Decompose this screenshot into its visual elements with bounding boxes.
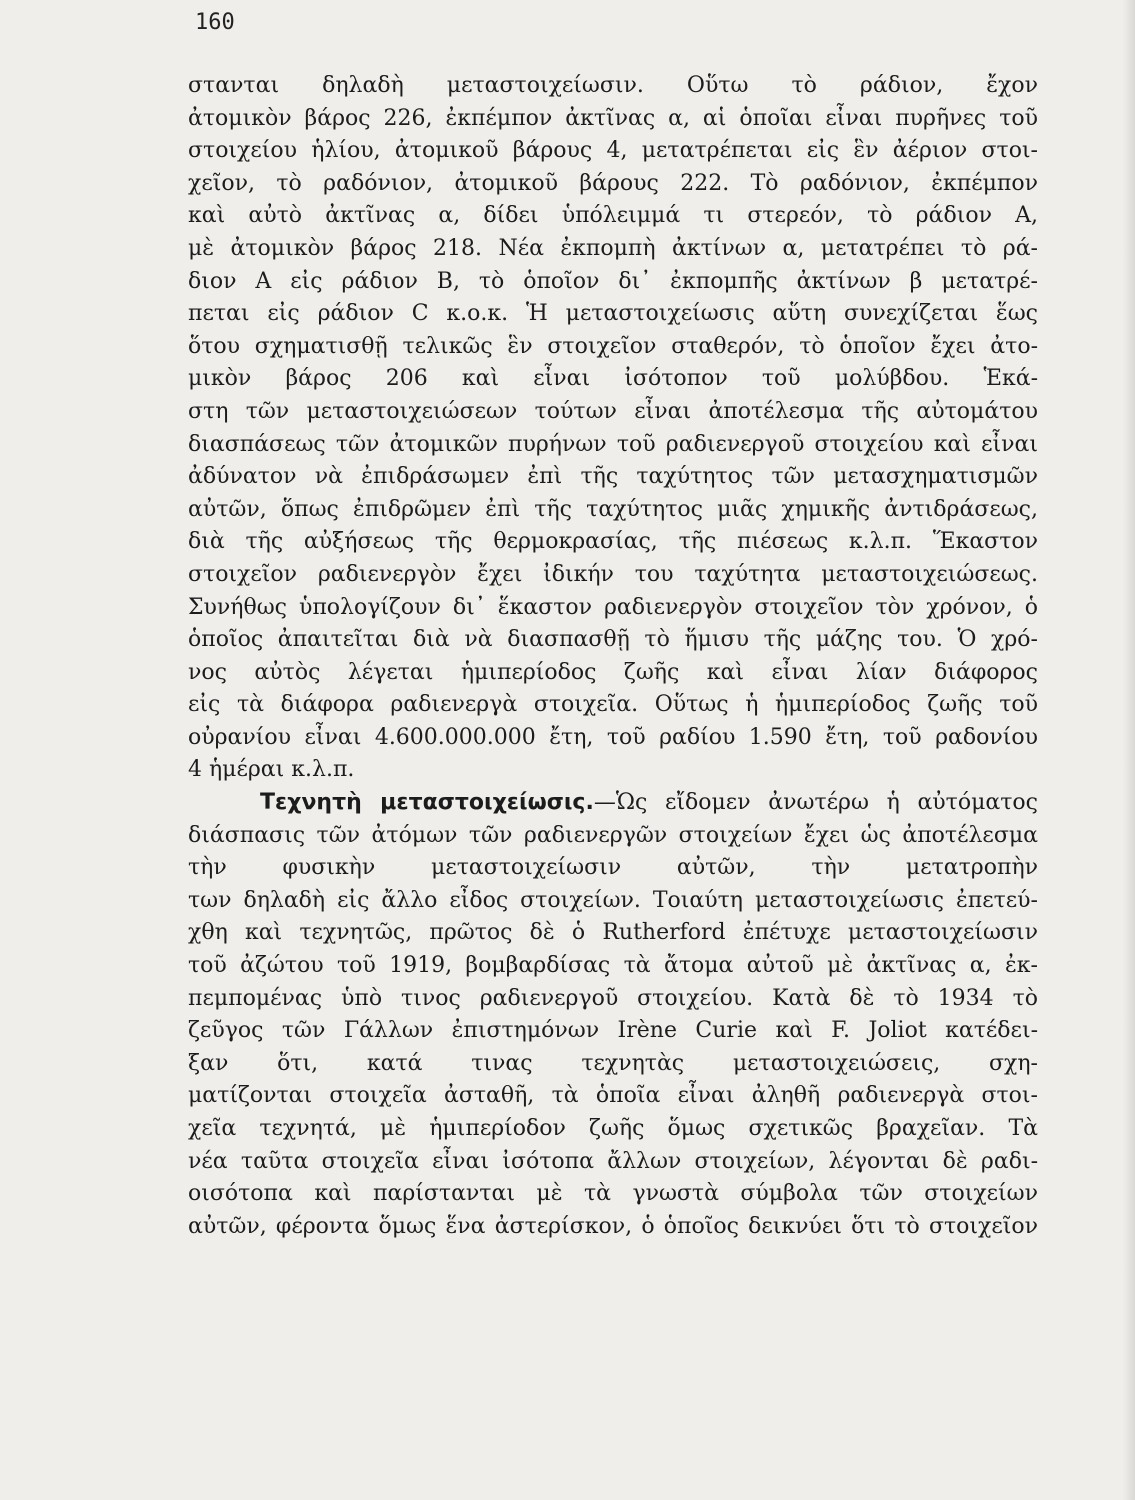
paragraph-line: αὐτῶν, ὅπως ἐπιδρῶμεν ἐπὶ τῆς ταχύτητος μιᾶς χημικῆς ἀντιδράσεως, (188, 496, 1038, 522)
section-line: νέα ταῦτα στοιχεῖα εἶναι ἰσότοπα ἄλλων στοιχείων, λέγονται δὲ ραδι- (188, 1148, 1038, 1174)
section-first-line (188, 787, 1038, 820)
paragraph-line: διὰ τῆς αὐξήσεως τῆς θερμοκρασίας, τῆς πιέσεως κ.λ.π. Ἕκαστον (188, 529, 1038, 555)
paragraph-line: εἰς τὰ διάφορα ραδιενεργὰ στοιχεῖα. Οὕτως ἡ ἡμιπερίοδος ζωῆς τοῦ (188, 692, 1038, 718)
section-line: ξαν ὅτι, κατά τινας τεχνητὰς μεταστοιχειώσεις, σχη- (188, 1050, 1038, 1076)
section-line: χθη καὶ τεχνητῶς, πρῶτος δὲ ὁ Rutherford ἐπέτυχε μεταστοιχείωσιν (188, 920, 1038, 946)
body-text (188, 70, 1038, 1243)
paragraph-line: διασπάσεως τῶν ἀτομικῶν πυρήνων τοῦ ραδιενεργοῦ στοιχείου καὶ εἶναι (188, 431, 1038, 457)
section-line: τὴν φυσικὴν μεταστοιχείωσιν αὐτῶν, τὴν μετατροπὴν (188, 855, 1038, 881)
section-line: οισότοπα καὶ παρίστανται μὲ τὰ γνωστὰ σύμβολα τῶν στοιχείων (188, 1181, 1038, 1207)
section-line: ματίζονται στοιχεῖα ἀσταθῆ, τὰ ὁποῖα εἶναι ἀληθῆ ραδιενεργὰ στοι- (188, 1083, 1038, 1109)
paragraph-line: ἀδύνατον νὰ ἐπιδράσωμεν ἐπὶ τῆς ταχύτητος τῶν μετασχηματισμῶν (188, 464, 1038, 490)
paragraph-line: μικὸν βάρος 206 καὶ εἶναι ἰσότοπον τοῦ μολύβδου. Ἑκά- (188, 366, 1038, 392)
paragraph-line: ἀτομικὸν βάρος 226, ἐκπέμπον ἀκτῖνας α, αἱ ὁποῖαι εἶναι πυρῆνες τοῦ (188, 105, 1038, 131)
paragraph-line: πεται εἰς ράδιον C κ.ο.κ. Ἡ μεταστοιχείωσις αὕτη συνεχίζεται ἕως (188, 301, 1038, 327)
paragraph-line: νος αὐτὸς λέγεται ἡμιπερίοδος ζωῆς καὶ εἶναι λίαν διάφορος (188, 659, 1038, 685)
paragraph-line: οὐρανίου εἶναι 4.600.000.000 ἔτη, τοῦ ραδίου 1.590 ἔτη, τοῦ ραδονίου (188, 724, 1038, 750)
paragraph-line: στανται δηλαδὴ μεταστοιχείωσιν. Οὕτω τὸ ράδιον, ἔχον (188, 73, 1038, 98)
section-line: τοῦ ἀζώτου τοῦ 1919, βομβαρδίσας τὰ ἄτομα αὐτοῦ μὲ ἀκτῖνας α, ἐκ- (188, 953, 1038, 979)
paragraph-line: στη τῶν μεταστοιχειώσεων τούτων εἶναι ἀποτέλεσμα τῆς αὐτομάτου (188, 398, 1038, 424)
page-edge-shadow (1123, 0, 1135, 1500)
paragraph-line: μὲ ἀτομικὸν βάρος 218. Νέα ἐκπομπὴ ἀκτίνων α, μετατρέπει τὸ ρά- (188, 235, 1038, 261)
section-heading: Τεχνητὴ μεταστοιχείωσις. (260, 790, 594, 816)
paragraph-line: ὅτου σχηματισθῇ τελικῶς ἓν στοιχεῖον σταθερόν, τὸ ὁποῖον ἔχει ἀτο- (188, 333, 1038, 359)
section-line: πεμπομένας ὑπὸ τινος ραδιενεργοῦ στοιχείου. Κατὰ δὲ τὸ 1934 τὸ (188, 985, 1038, 1011)
paragraph-line: καὶ αὐτὸ ἀκτῖνας α, δίδει ὑπόλειμμά τι στερεόν, τὸ ράδιον Α, (188, 203, 1038, 229)
section-line: χεῖα τεχνητά, μὲ ἡμιπερίοδον ζωῆς ὅμως σχετικῶς βραχεῖαν. Τὰ (188, 1116, 1038, 1141)
paragraph-line: 4 ἡμέραι κ.λ.π. (188, 757, 355, 783)
paragraph-line: στοιχεῖον ραδιενεργὸν ἔχει ἰδικήν του ταχύτητα μεταστοιχειώσεως. (188, 561, 1038, 587)
section-line: ζεῦγος τῶν Γάλλων ἐπιστημόνων Irène Curie καὶ F. Joliot κατέδει- (188, 1018, 1038, 1044)
paragraph-line: στοιχείου ἡλίου, ἀτομικοῦ βάρους 4, μετατρέπεται εἰς ἓν ἀέριον στοι- (188, 138, 1038, 164)
page-number: 160 (195, 10, 235, 35)
section-line: διάσπασις τῶν ἀτόμων τῶν ραδιενεργῶν στοιχείων ἔχει ὡς ἀποτέλεσμα (188, 822, 1038, 848)
paragraph-line: χεῖον, τὸ ραδόνιον, ἀτομικοῦ βάρους 222. Τὸ ραδόνιον, ἐκπέμπον (188, 170, 1038, 196)
section-first-line-text: —Ὡς εἴδομεν ἀνωτέρω ἡ αὐτόματος (593, 790, 1038, 816)
paragraph-line: ὁποῖος ἀπαιτεῖται διὰ νὰ διασπασθῇ τὸ ἥμισυ τῆς μάζης του. Ὁ χρό- (188, 627, 1038, 653)
paragraph-line: διον Α εἰς ράδιον Β, τὸ ὁποῖον δι᾿ ἐκπομπῆς ἀκτίνων β μετατρέ- (188, 268, 1038, 294)
paragraph-line: Συνήθως ὑπολογίζουν δι᾿ ἕκαστον ραδιενεργὸν στοιχεῖον τὸν χρόνον, ὁ (188, 594, 1038, 620)
section-line: αὐτῶν, φέροντα ὅμως ἕνα ἀστερίσκον, ὁ ὁποῖος δεικνύει ὅτι τὸ στοιχεῖον (188, 1213, 1038, 1239)
section-line: των δηλαδὴ εἰς ἄλλο εἶδος στοιχείων. Τοιαύτη μεταστοιχείωσις ἐπετεύ- (188, 887, 1038, 913)
